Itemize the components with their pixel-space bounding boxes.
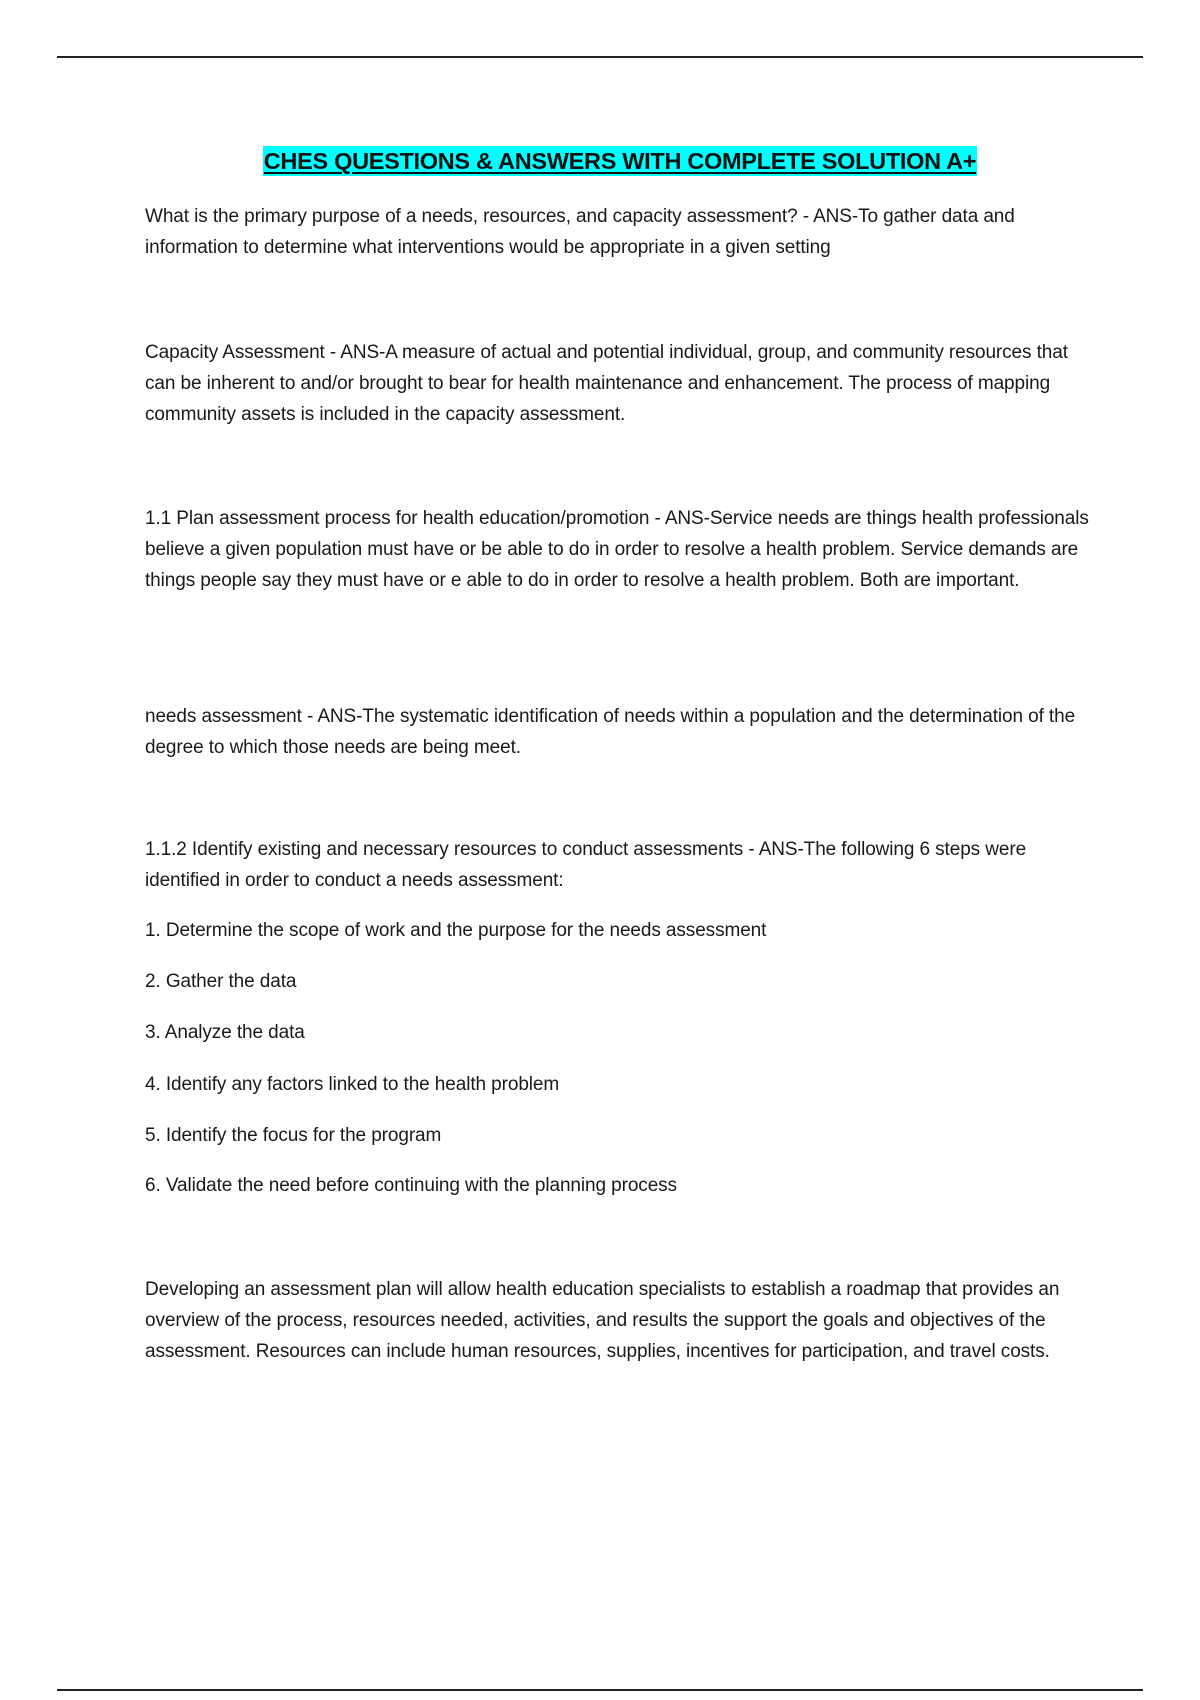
step-item: 3. Analyze the data: [145, 1022, 305, 1043]
header-rule: [57, 56, 1143, 58]
qa-paragraph-identify-resources: 1.1.2 Identify existing and necessary resources to conduct assessments - ANS-The following 6 steps were identified in order to conduct a needs assessment:: [145, 839, 1027, 891]
footer-rule: [57, 1689, 1143, 1691]
step-item: 4. Identify any factors linked to the health problem: [145, 1074, 560, 1095]
step-item: 1. Determine the scope of work and the purpose for the needs assessment: [145, 920, 767, 941]
qa-paragraph-primary-purpose: What is the primary purpose of a needs, resources, and capacity assessment? - ANS-To gather data and information to determine what interventions would be appropriate in a given setting: [145, 206, 1015, 258]
title-container: [145, 146, 1095, 176]
step-item: 6. Validate the need before continuing with the planning process: [145, 1175, 677, 1196]
qa-paragraph-capacity-assessment: Capacity Assessment - ANS-A measure of actual and potential individual, group, and community resources that can be inherent to and/or brought to bear for health maintenance and enhancement. The process of mapping community assets is included in the capacity assessment.: [145, 342, 1068, 425]
qa-paragraph-needs-assessment: needs assessment - ANS-The systematic identification of needs within a population and the determination of the degree to which those needs are being meet.: [145, 706, 1076, 758]
document-title: CHES QUESTIONS & ANSWERS WITH COMPLETE SOLUTION A+: [263, 148, 977, 174]
step-item: 2. Gather the data: [145, 971, 297, 992]
qa-paragraph-plan-assessment: 1.1 Plan assessment process for health education/promotion - ANS-Service needs are things health professionals believe a given population must have or be able to do in order to resolve a health problem. Service demands are things people say they must have or e able to do in order to resolve a health problem. Both are important.: [145, 508, 1089, 591]
closing-paragraph: Developing an assessment plan will allow health education specialists to establish a roadmap that provides an overview of the process, resources needed, activities, and results the support the goals and objectives of the assessment. Resources can include human resources, supplies, incentives for participation, and travel costs.: [145, 1279, 1060, 1362]
step-item: 5. Identify the focus for the program: [145, 1125, 442, 1146]
